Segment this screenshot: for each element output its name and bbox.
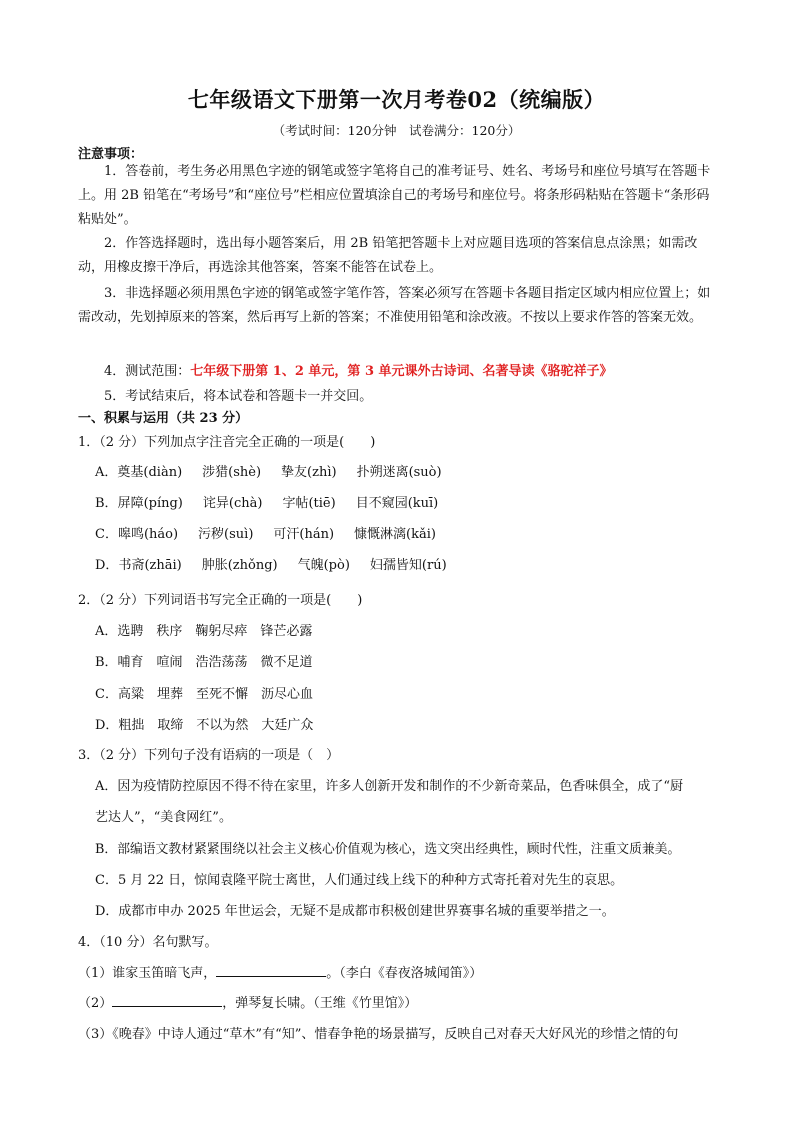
question-2-option-a: A．选聘 秩序 鞠躬尽瘁 锋芒必露 xyxy=(95,624,313,639)
notice-item-2: 2．作答选择题时，选出每小题答案后，用 2B 铅笔把答题卡上对应题目选项的答案信息点涂黑；如需改动，用橡皮擦干净后，再选涂其他答案，答案不能答在试卷上。 xyxy=(78,236,698,275)
question-4-item-2: （2） ，弹琴复长啸。（王维《竹里馆》） xyxy=(78,996,418,1011)
notice-item-4 xyxy=(104,360,613,379)
question-4-item-3: （3）《晚春》中诗人通过“草木”有“知”、惜春争艳的场景描写，反映自己对春天大好风光的珍惜之情的句 xyxy=(78,1027,679,1042)
question-1-option-c: C．嗥鸣(háo) 污秽(suì) 可汗(hán) 慷慨淋漓(kǎi) xyxy=(95,527,436,542)
notice-item-1: 1．答卷前，考生务必用黑色字迹的钢笔或签字笔将自己的准考证号、姓名、考场号和座位号填写在答题卡上。用 2B 铅笔在“考场号”和“座位号”栏相应位置填涂自己的考场号和座位号。将条形码粘贴在答题卡“条形码粘贴处”。 xyxy=(78,164,711,227)
question-3-option-a: A．因为疫情防控原因不得不待在家里，许多人创新开发和制作的不少新奇菜品，色香味俱全，成了“厨 xyxy=(95,779,684,794)
question-1-option-b: B．屏障(píng) 诧异(chà) 字帖(tiē) 目不窥园(kuī) xyxy=(95,496,439,511)
question-1-option-a: A．奠基(diàn) 涉猎(shè) 挚友(zhì) 扑朔迷离(suò) xyxy=(95,465,442,480)
section-heading: 一、积累与运用（共 23 分） xyxy=(78,411,249,426)
question-1-stem: 1．（2 分）下列加点字注音完全正确的一项是( ) xyxy=(78,435,376,450)
notice-item-3: 3．非选择题必须用黑色字迹的钢笔或签字笔作答，答案必须写在答题卡各题目指定区域内相应位置上；如需改动，先划掉原来的答案，然后再写上新的答案；不准使用铅笔和涂改液。不按以上要求作答的答案无效。 xyxy=(78,286,711,325)
notice-heading: 注意事项： xyxy=(78,147,144,162)
answer-blank-1[interactable] xyxy=(216,964,326,977)
answer-blank-2[interactable] xyxy=(112,994,222,1007)
page-title: 七年级语文下册第一次月考卷02（统编版） xyxy=(187,87,606,112)
question-1-option-d: D．书斋(zhāi) 肿胀(zhǒng) 气魄(pò) 妇孺皆知(rú) xyxy=(95,558,447,573)
question-3-option-a-cont: 艺达人”，“美食网红”。 xyxy=(95,810,232,825)
question-2-option-c: C．高粱 埋葬 至死不懈 沥尽心血 xyxy=(95,687,313,702)
question-4-item-1: （1）谁家玉笛暗飞声， 。（李白《春夜洛城闻笛》） xyxy=(78,966,483,981)
notice-item-5: 5．考试结束后，将本试卷和答题卡一并交回。 xyxy=(104,389,373,404)
question-3-option-b: B．部编语文教材紧紧围绕以社会主义核心价值观为核心，选文突出经典性，顾时代性，注重文质兼美。 xyxy=(95,842,681,857)
test-scope: 七年级下册第 1、2 单元，第 3 单元课外古诗词、名著导读《骆驼祥子》 xyxy=(190,364,613,379)
question-4-stem: 4．（10 分）名句默写。 xyxy=(78,935,218,950)
question-2-option-d: D．粗拙 取缔 不以为然 大廷广众 xyxy=(95,718,314,733)
exam-info: （考试时间：120分钟 试卷满分：120分） xyxy=(272,123,521,138)
question-3-stem: 3．（2 分）下列句子没有语病的一项是（ ） xyxy=(78,748,340,763)
question-3-option-c: C．5 月 22 日，惊闻袁隆平院士离世，人们通过线上线下的种种方式寄托着对先生的哀思。 xyxy=(95,873,624,888)
notice-item-4-prefix: 4．测试范围： xyxy=(104,364,191,379)
question-2-option-b: B．哺育 喧闹 浩浩荡荡 微不足道 xyxy=(95,655,313,670)
question-3-option-d: D．成都市申办 2025 年世运会，无疑不是成都市积极创建世界赛事名城的重要举措之一。 xyxy=(95,904,615,919)
question-2-stem: 2．（2 分）下列词语书写完全正确的一项是( ) xyxy=(78,593,363,608)
